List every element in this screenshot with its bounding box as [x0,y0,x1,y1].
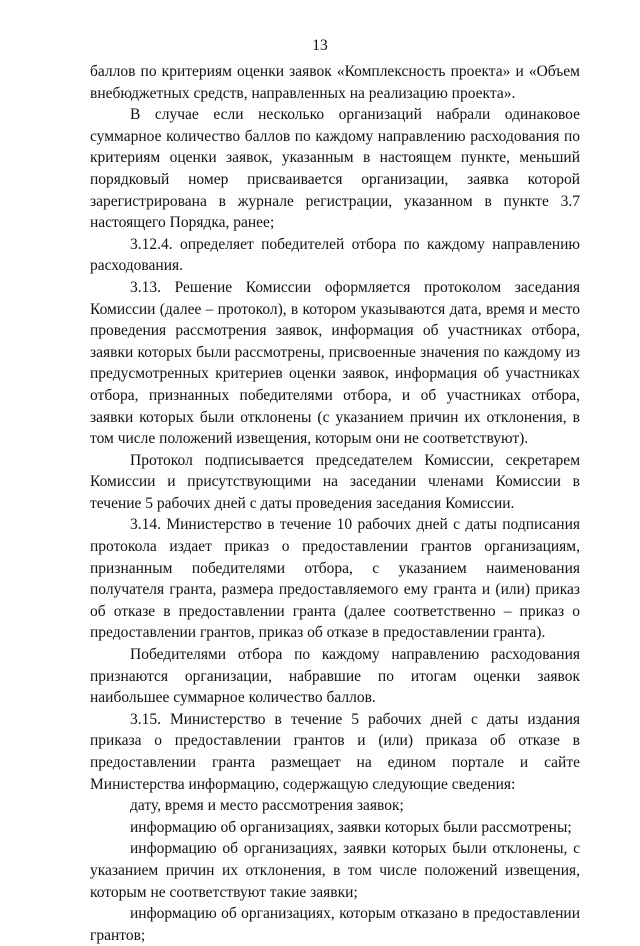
paragraph-3-14: 3.14. Министерство в течение 10 рабочих дней с даты подписания протокола издает приказ о предоставлении грантов организациям, признанным победителями отбора, с указанием наименования получателя гранта, размера предоставляемого ему гранта и (или) приказ об отказе в предоставлении гранта (далее соответственно – приказ о предоставлении грантов, приказ об отказе в предоставлении гранта). [90,516,580,642]
list-item-rejected-organizations: информацию об организациях, заявки которых были отклонены, с указанием причин их отклонения, в том числе положений извещения, которым не соответствуют такие заявки; [90,840,580,901]
list-item-reviewed-organizations: информацию об организациях, заявки которых были рассмотрены; [130,818,572,836]
paragraph-protocol-signing: Протокол подписывается председателем Комиссии, секретарем Комиссии и присутствующими на заседании членами Комиссии в течение 5 рабочих дней с даты проведения заседания Комиссии. [90,451,580,512]
list-item-refused-organizations: информацию об организациях, которым отказано в предоставлении грантов; [90,905,580,944]
page-number: 13 [312,37,328,54]
paragraph-continuation: баллов по критериям оценки заявок «Комплексность проекта» и «Объем внебюджетных средств, направленных на реализацию проекта». [90,63,580,102]
paragraph-equal-score-rule: В случае если несколько организаций набрали одинаковое суммарное количество баллов по каждому направлению расходования по критериям оценки заявок, указанным в настоящем пункте, меньший порядковый номер присваивается организации, заявка которой зарегистрирована в журнале регистрации, указанном в пункте 3.7 настоящего Порядка, ранее; [90,106,580,232]
paragraph-3-15: 3.15. Министерство в течение 5 рабочих дней с даты издания приказа о предоставлении грантов и (или) приказа об отказе в предоставлении гранта размещает на едином портале и сайте Министерства информацию, содержащую следующие сведения: [90,710,580,793]
paragraph-3-12-4: 3.12.4. определяет победителей отбора по каждому направлению расходования. [90,235,580,275]
list-item-date-time-place: дату, время и место рассмотрения заявок; [130,797,404,815]
document-body [90,61,580,946]
paragraph-3-13: 3.13. Решение Комиссии оформляется протоколом заседания Комиссии (далее – протокол), в котором указываются дата, время и место проведения рассмотрения заявок, информация об участниках отбора, заявки которых были рассмотрены, присвоенные значения по каждому из предусмотренных критериев оценки заявок, информация об участниках отбора, признанных победителями отбора, и об участниках отбора, заявки которых были отклонены (с указанием причин их отклонения, в том числе положений извещения, которым они не соответствуют). [90,278,580,448]
paragraph-winners: Победителями отбора по каждому направлению расходования признаются организации, набравшие по итогам оценки заявок наибольшее суммарное количество баллов. [90,646,580,707]
